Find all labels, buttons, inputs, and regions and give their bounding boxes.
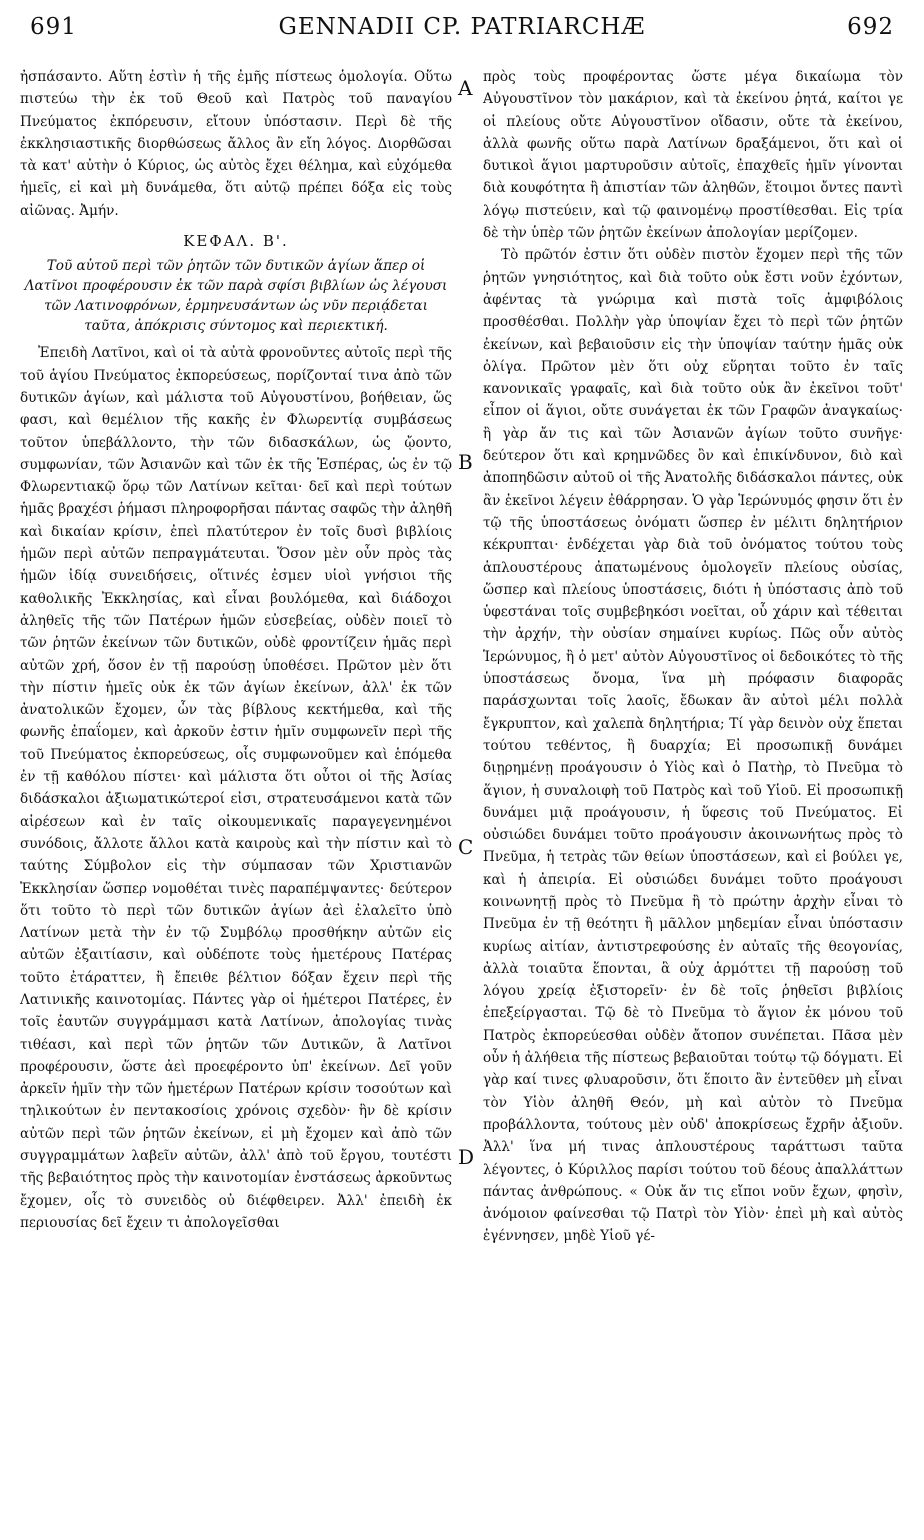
right-paragraph-2: Τὸ πρῶτόν ἐστιν ὅτι οὐδὲν πιστὸν ἔχομεν περὶ τῆς τῶν ῥητῶν γνησιότητος, καὶ διὰ τοῦτο οὐκ ἔστι νοῦν ἐχόντων, ἀφέντας τὰ γνώριμα καὶ πιστὰ τοῖς ἀμφιβόλοις προσθέσθαι. Πολλὴν γὰρ ὑποψίαν ἔχει τὸ περὶ τῶν ῥητῶν ἐκείνων, καὶ βεβαιοῦσιν εἰς τὴν ὑποψίαν ταύτην ἡμᾶς οὐκ ὀλίγα. Πρῶτον μὲν ὅτι οὐχ εὕρηται τοῦτο ἐν ταῖς κανονικαῖς γραφαῖς, καὶ διὰ τοῦτο οὐκ ἂν ἐκεῖνοι τοῦτ' εἶπον οἱ ἅγιοι, οὔτε συνάγεται ἐκ τῶν Γραφῶν ἀναγκαίως· ἢ γὰρ ἄν τις καὶ τῶν Ἀσιανῶν ἁγίων τοῦτο συνῆγε· δεύτερον ὅτι καὶ κρημνῶδες ὂν καὶ ἐπικίνδυνον, διὸ καὶ ἀποπηδῶσιν αὐτοῦ οἱ τῆς Ἀνατολῆς διδάσκαλοι πάντες, οὐκ ἂν ἐκεῖνοι λέγειν ἐθάρρησαν. Ὁ γὰρ Ἱερώνυμός φησιν ὅτι ἐν τῷ τῆς ὑποστάσεως ὀνόματι ὥσπερ ἐν μέλιτι δηλητήριον κέκρυπται· ἐνδέχεται γὰρ διὰ τοῦ ὀνόματος τούτου τοὺς ἁπλουστέρους ἀπατωμένους ὁμολογεῖν πλείους οὐσίας, ὥσπερ καὶ πλείους ὑποστάσεις, διότι ἡ ὑπόστασις ἀπὸ τοῦ ὑφεστάναι τοῖς συμβεβηκόσι νοεῖται, οὗ χάριν καὶ τέθειται τὴν ἀρχήν, τὴν οὐσίαν σημαίνει κυρίως. Πῶς οὖν αὐτὸς Ἱερώνυμος, ἢ ὁ μετ' αὐτὸν Αὐγουστῖνος οἱ δεδοικότες τὸ τῆς ὑποστάσεως ὄνομα, ἵνα μὴ πρόφασιν διαφορᾶς παράσχωνται τοῖς λαοῖς, ἔδωκαν ἂν αὐτοὶ μέλι πολλὰ ἔγκρυπτον, καὶ χαλεπὰ δηλητήρια; Τί γὰρ δεινὸν οὐχ ἕπεται τούτου τεθέντος, ἢ δυαρχία; Εἰ προσωπικῇ δυνάμει διῃρημένῃ προάγουσιν ὁ Υἱὸς καὶ ὁ Πατὴρ, τὸ Πνεῦμα τὸ ἅγιον, ἡ συναλοιφὴ τοῦ Πατρὸς καὶ τοῦ Υἱοῦ. Εἰ προσωπικῇ δυνάμει μιᾷ προάγουσιν, ἡ ὕφεσις τοῦ Πνεύματος. Εἰ οὐσιώδει δυνάμει τοῦτο προάγουσιν ἀκοινωνήτως πρὸς τὸ Πνεῦμα, ἡ τετρὰς τῶν θείων ὑποστάσεων, καὶ εἰ βούλει γε, καὶ ἡ ἀπειρία. Εἰ οὐσιώδει δυνάμει τοῦτο προάγουσι κοινωνητῇ πρὸς τὸ Πνεῦμα ἢ τὸ πρώτην ἀρχὴν εἶναι τὸ Πνεῦμα ἐν τῇ θεότητι ἢ μᾶλλον μηδεμίαν εἶναι ὑπόστασιν κυρίως αἰτίαν, ἀντιστρεφούσης ἐν αὐταῖς τῆς θεογονίας, ἀλλὰ τοιαῦτα ἕπονται, ἃ οὐχ ἁρμόττει τῇ παρούσῃ τοῦ λόγου χρείᾳ ἐξιστορεῖν· ἐν δὲ τοῖς ῥηθεῖσι βιβλίοις ἐπεξείργασται. Τῷ δὲ τὸ Πνεῦμα τὸ ἅγιον ἐκ μόνου τοῦ Πατρὸς ἐκπορεύεσθαι οὐδὲν ἄτοπον συνέπεται. Πᾶσα μὲν οὖν ἡ ἀλήθεια τῆς πίστεως βεβαιοῦται τούτῳ τῷ δόγματι. Εἰ γὰρ καί τινες φλυαροῦσιν, ὅτι ἕποιτο ἂν ἐντεῦθεν μὴ εἶναι τὸν Υἱὸν ἀληθῆ Θεόν, μὴ καὶ αὐτὸν τὸ Πνεῦμα προβάλλοντα, τούτους μὲν οὐδ' ἀποκρίσεως ἔχρῆν ἀξιοῦν. Ἀλλ' ἵνα μή τινας ἁπλουστέρους ταράττωσι ταῦτα λέγοντες, ὁ Κύριλλος παρίσι τούτου τοῦ δέους ἀπαλλάττων πάντας ἀνθρώπους. « Οὐκ ἄν τις εἴποι νοῦν ἔχων, φησὶν, ἀνόμοιον φαίνεσθαι τῷ Πατρὶ τὸν Υἱὸν· ἐπεὶ μὴ καὶ αὐτὸς ἐγέννησεν, μηδὲ Υἱοῦ γέ-	[483, 247, 903, 1245]
page-number-right: 692	[847, 14, 894, 40]
margin-letter-b: B	[458, 450, 473, 474]
chapter-heading: ΚΕΦΑΛ. Β'.	[183, 232, 289, 251]
running-title: GENNADII CP. PATRIARCHÆ	[278, 14, 646, 40]
chapter-subtitle: Τοῦ αὐτοῦ περὶ τῶν ῥητῶν τῶν δυτικῶν ἁγίων ἅπερ οἱ Λατῖνοι προφέρουσιν ἐκ τῶν παρὰ σφίσι βιβλίων ὡς λέγουσι τῶν Λατινοφρόνων, ἑρμηνευσάντων ὡς νῦν περιᾴδεται ταῦτα, ἀπόκρισις σύντομος καὶ περιεκτική.	[24, 258, 448, 335]
left-paragraph-1: ἠσπάσαντο. Αὕτη ἐστὶν ἡ τῆς ἐμῆς πίστεως ὁμολογία. Οὕτω πιστεύω τὴν ἐκ τοῦ Θεοῦ καὶ Πατρὸς τοῦ παναγίου Πνεύματος ἐκπόρευσιν, εἴτουν ὑπόστασιν. Περὶ δὲ τῆς ἐκκλησιαστικῆς διορθώσεως ἄλλος ἂν εἴη λόγος. Διορθῶσαι τὰ κατ' αὐτὴν ὁ Κύριος, ὡς αὐτὸς ἔχει θέλημα, καὶ εὐχόμεθα ἡμεῖς, εἰ καὶ μὴ δυνάμεθα, ὅτι αὐτῷ πρέπει δόξα εἰς τοὺς αἰῶνας. Ἀμήν.	[20, 69, 452, 219]
right-paragraph-1: πρὸς τοὺς προφέροντας ὥστε μέγα δικαίωμα τὸν Αὐγουστῖνον τὸν μακάριον, καὶ τὰ ἐκείνου ῥητά, καίτοι γε οἱ πλείους οὔτε Αὐγουστῖνον οἴδασιν, οὔτε τὰ ἐκείνου, ἀλλὰ φωνῆς οὕτω παρὰ Λατίνων δραξάμενοι, ὅτι καὶ οἱ δυτικοὶ ἅγιοι μαρτυροῦσιν αὐτοῖς, ἐπαχθεῖς ἡμῖν γίνονται διὰ κουφότητα ἢ ἀπιστίαν τῶν ἀληθῶν, ἕτοιμοι ὄντες παντὶ λόγῳ πιστεύειν, καὶ τῷ φαινομένῳ προστίθεσθαι. Εἰς τρία δὲ τὴν ὑπὲρ τῶν ῥητῶν ἐκείνων ἀπολογίαν μερίζομεν.	[483, 69, 903, 242]
page-number-left: 691	[30, 14, 77, 40]
margin-letter-d: D	[458, 1145, 475, 1169]
margin-letter-a: A	[458, 76, 473, 100]
right-column	[483, 66, 903, 1248]
margin-letter-c: C	[458, 835, 474, 859]
left-column	[20, 66, 452, 1234]
left-paragraph-2: Ἐπειδὴ Λατῖνοι, καὶ οἱ τὰ αὐτὰ φρονοῦντες αὐτοῖς περὶ τῆς τοῦ ἁγίου Πνεύματος ἐκπορεύσεως, πορίζονταί τινα ἀπὸ τῶν δυτικῶν ἁγίων, καὶ μάλιστα τοῦ Αὐγουστίνου, βοήθειαν, ὥς φασι, καὶ θεμέλιον τῆς κακῆς ἐν Φλωρεντίᾳ συμβάσεως τοῦτον ὑπεβάλλοντο, τὴν τῶν διδασκάλων, ὡς ᾤοντο, συμφωνίαν, τῶν Ἀσιανῶν καὶ τῶν ἐκ τῆς Ἑσπέρας, ὡς ἐν τῷ Φλωρεντιακῷ ὅρῳ τῶν Λατίνων κεῖται· δεῖ καὶ περὶ τούτων ἡμᾶς βραχέσι ῥήμασι πληροφορῆσαι πάντας σαφῶς τὴν ἀληθῆ καὶ δικαίαν κρίσιν, ἐπεὶ πλατύτερον ἐν τοῖς δυσὶ βιβλίοις ἡμῶν περὶ αὐτῶν πεπραγμάτευται. Ὅσον μὲν οὖν πρὸς τὰς ἡμῶν ἰδίᾳ συνειδήσεις, οἵτινές ἐσμεν υἱοὶ γνήσιοι τῆς καθολικῆς Ἐκκλησίας, καὶ εἶναι βουλόμεθα, καὶ διάδοχοι ἀληθεῖς τῆς τῶν Πατέρων ἡμῶν εὐσεβείας, οὐδὲν ποιεῖ τὸ τῶν ῥητῶν ἐκείνων τῶν δυτικῶν, οὐδὲ φροντίζειν ἡμᾶς περὶ αὐτῶν χρή, ὅσον ἐν τῇ παρούσῃ ὑποθέσει. Πρῶτον μὲν ὅτι τὴν πίστιν ἡμεῖς οὐκ ἐκ τῶν ἁγίων ἐκείνων, ἀλλ' ἐκ τῶν ἀνατολικῶν ἔχομεν, ὧν τὰς βίβλους κεκτήμεθα, καὶ τῆς φωνῆς ἐπαΐομεν, καὶ ἀρκοῦν ἐστιν ἡμῖν συμφωνεῖν περὶ τῆς τοῦ Πνεύματος ἐκπορεύσεως, οἷς συμφωνοῦμεν καὶ ἑπόμεθα ἐν τῇ καθόλου πίστει· καὶ μάλιστα ὅτι οὗτοι οἱ τῆς Ἀσίας διδάσκαλοι ἀξιωματικώτεροί εἰσι, στρατευσάμενοι κατὰ τῶν αἱρέσεων καὶ ἐν ταῖς οἰκουμενικαῖς παραγεγενημένοι συνόδοις, ἄλλοτε ἄλλοι κατὰ καιροὺς καὶ τὴν πίστιν καὶ τὸ ταύτης Σύμβολον εἰς τὴν σύμπασαν τῶν Χριστιανῶν Ἐκκλησίαν ὥσπερ νομοθέται τινὲς παραπέμψαντες· δεύτερον ὅτι τοῦτο τὸ περὶ τῶν δυτικῶν ἁγίων ἀεὶ ἐλαλεῖτο ὑπὸ Λατίνων μετὰ τὴν ἐν τῷ Συμβόλῳ προσθήκην αὐτῶν εἰς αὐτῶν ἐξαιτίασιν, καὶ οὐδέποτε τοὺς ἡμετέρους Πατέρας τοῦτο ἐτάραττεν, ἢ ἔπειθε βέλτιον δόξαν ἔχειν περὶ τῆς Λατινικῆς καινοτομίας. Πάντες γὰρ οἱ ἡμέτεροι Πατέρες, ἐν τοῖς ἑαυτῶν συγγράμμασι κατὰ Λατίνων, ἀπολογίας τινὰς τιθέασι, καὶ περὶ τῶν ῥητῶν τῶν Δυτικῶν, ἃ Λατῖνοι προφέρουσιν, ὥστε ἀεὶ προεφέροντο ὑπ' ἐκείνων. Δεῖ γοῦν ἀρκεῖν ἡμῖν τὴν τῶν ἡμετέρων Πατέρων κρίσιν τοσούτων καὶ τηλικούτων ἐν πεντακοσίοις χρόνοις σχεδὸν· ἣν δὲ κρίσιν αὐτῶν περὶ τῶν ῥητῶν ἐκείνων, εἰ μὴ ἔχομεν καὶ ἀπὸ τῶν συγγραμμάτων λαβεῖν αὐτῶν, ἀλλ' ἀπὸ τοῦ ἔργου, τουτέστι τῆς βεβαιότητος πρὸς τὴν καινοτομίαν ἐνστάσεως ἀρκοῦντως ἔχομεν, οἷς τὸ συνειδὸς οὐ διέφθειρεν. Ἀλλ' ἐπειδὴ ἐκ περιουσίας δεῖ ἔχειν τι ἀπολογεῖσθαι	[20, 345, 452, 1231]
page-header	[30, 4, 894, 44]
